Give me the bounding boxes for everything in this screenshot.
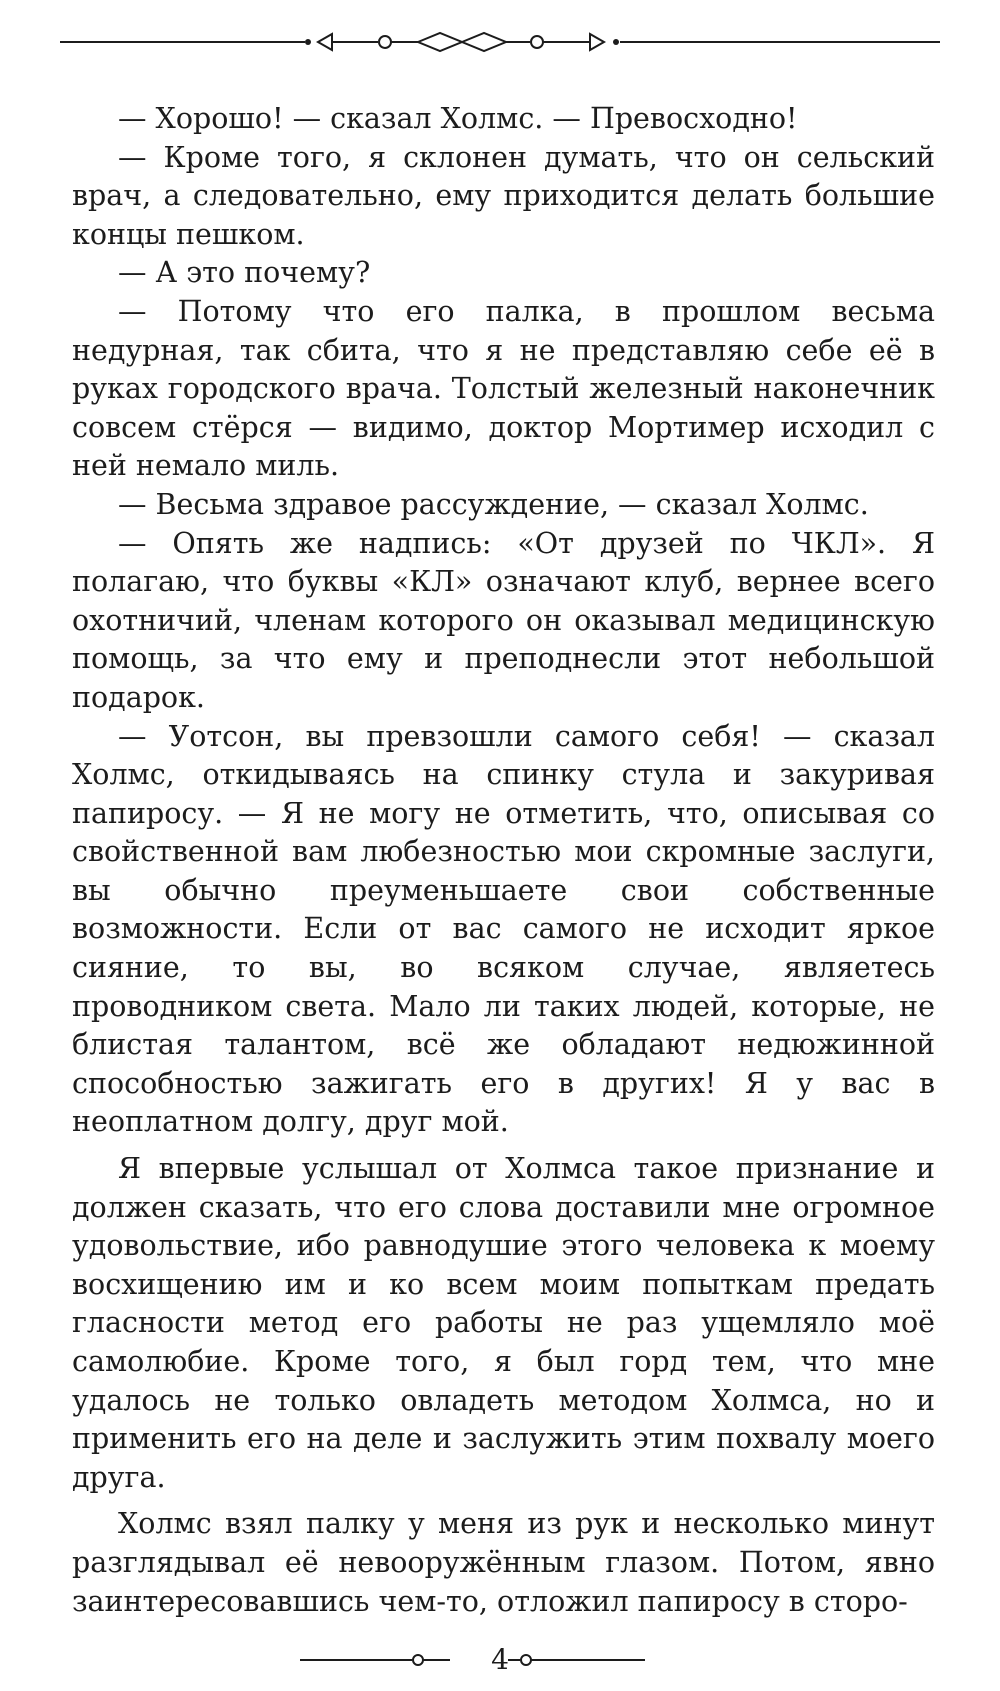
paragraph: — Уотсон, вы превзошли самого себя! — сказал Холмс, откидываясь на спинку стула и закуривая папиросу. — Я не могу не отметить, что, описывая со свойственной вам любезностью мои скромные заслуги, вы обычно преуменьшаете свои собственные возможности. Если от вас самого не исходит яркое сияние, то вы, во всяком случае, являетесь проводником света. Мало ли таких людей, которые, не блистая талантом, всё же обладают недюжинной способностью зажигать его в других! Я у вас в неоплатном долгу, друг мой. [72,719,935,1139]
page-footer [300,1642,700,1682]
paragraph: Холмс взял палку у меня из рук и несколько минут разглядывал её невооружённым глазом. Потом, явно заинтересовавшись чем-то, отложил папиросу в сторо- [72,1507,935,1618]
body-text [72,100,935,1621]
paragraph: — Кроме того, я склонен думать, что он сельский врач, а следовательно, ему приходится делать большие концы пешком. [72,140,935,251]
paragraph: — А это почему? [118,256,371,290]
page-number: 4 [491,1643,509,1676]
paragraph: — Весьма здравое рассуждение, — сказал Холмс. [118,487,869,521]
paragraph: — Потому что его палка, в прошлом весьма недурная, так сбита, что я не представляю себе её в руках городского врача. Толстый железный наконечник совсем стёрся — видимо, доктор Мортимер исходил с ней немало миль. [72,294,935,483]
paragraph: — Хорошо! — сказал Холмс. — Превосходно! [118,102,798,135]
paragraph: Я впервые услышал от Холмса такое признание и должен сказать, что его слова доставили мне огромное удовольствие, ибо равнодушие этого человека к моему восхищению им и ко всем моим попыткам предать гласности метод его работы не раз ущемляло моё самолюбие. Кроме того, я был горд тем, что мне удалось не только овладеть методом Холмса, но и применить его на деле и заслужить этим похвалу моего друга. [72,1152,935,1494]
header-ornament-icon [60,22,940,62]
paragraph: — Опять же надпись: «От друзей по ЧКЛ». Я полагаю, что буквы «КЛ» означают клуб, вернее всего охотничий, членам которого он оказывал медицинскую помощь, за что ему и преподнесли этот небольшой подарок. [72,526,935,714]
